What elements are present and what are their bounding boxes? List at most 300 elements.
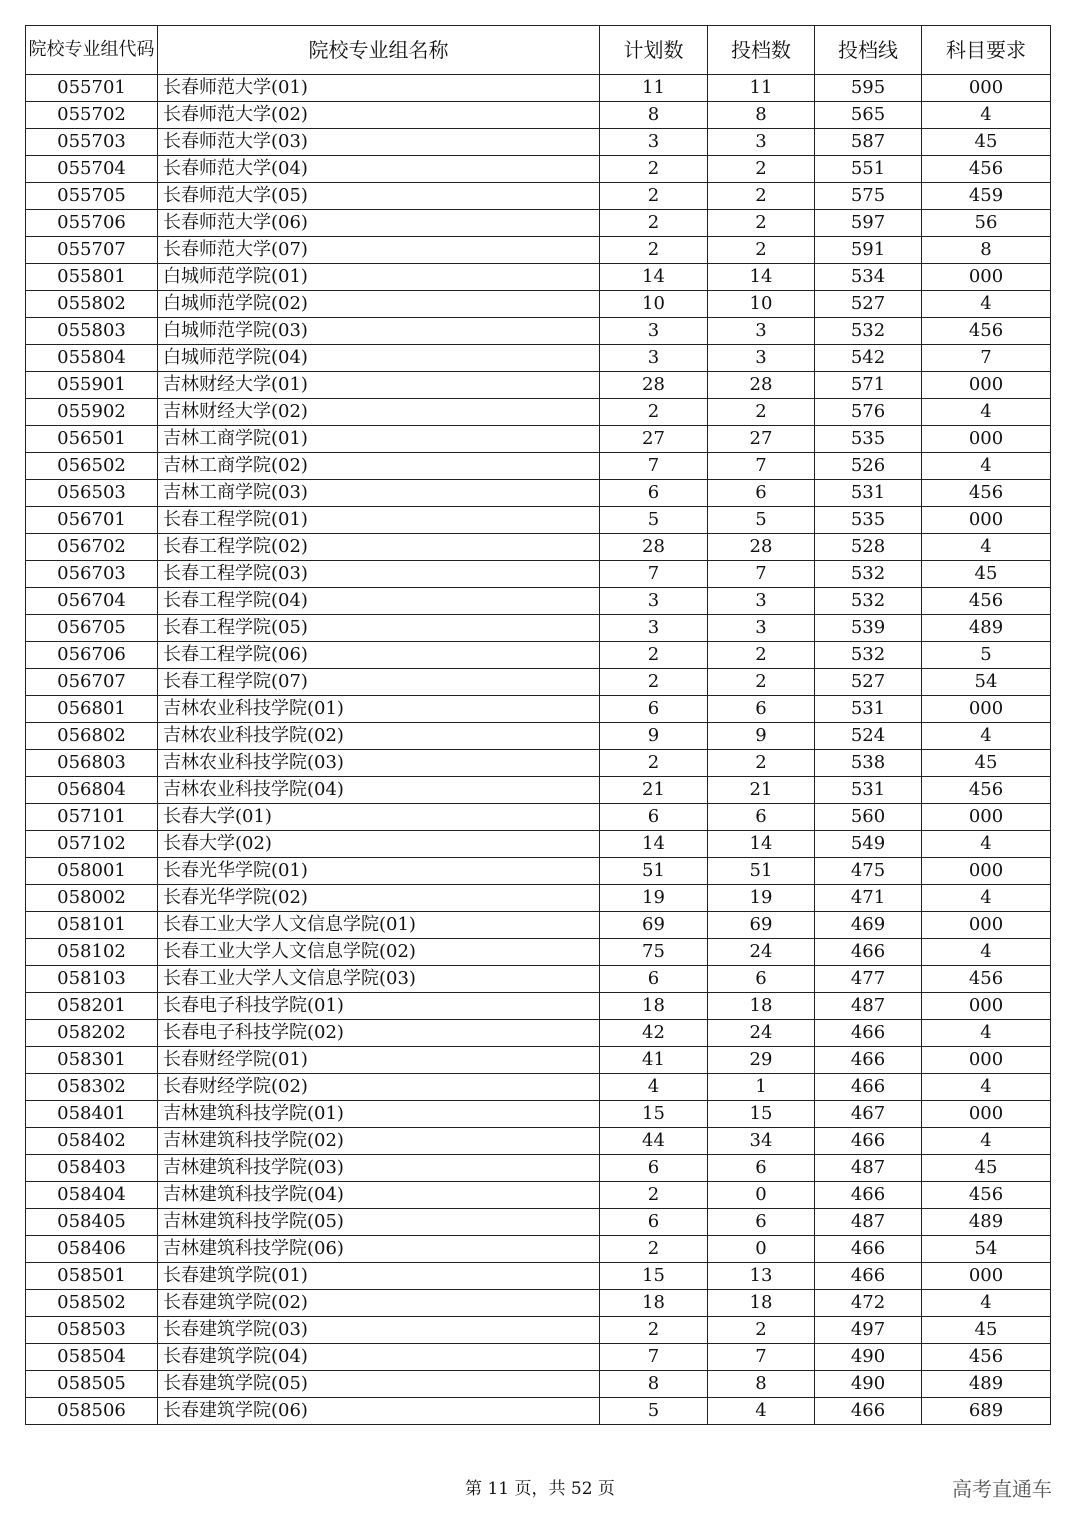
cell-line: 466	[815, 1398, 922, 1425]
cell-subjects: 459	[922, 183, 1051, 210]
cell-subjects: 4	[922, 885, 1051, 912]
cell-name: 吉林建筑科技学院(05)	[158, 1209, 600, 1236]
cell-line: 532	[815, 588, 922, 615]
table-row	[26, 1128, 1051, 1155]
cell-plan: 15	[600, 1101, 708, 1128]
cell-plan: 9	[600, 723, 708, 750]
cell-code: 056706	[26, 642, 158, 669]
cell-subjects: 45	[922, 1317, 1051, 1344]
cell-code: 056803	[26, 750, 158, 777]
cell-admitted: 21	[708, 777, 815, 804]
cell-admitted: 2	[708, 237, 815, 264]
cell-line: 531	[815, 696, 922, 723]
cell-name: 白城师范学院(02)	[158, 291, 600, 318]
cell-plan: 2	[600, 210, 708, 237]
cell-code: 055902	[26, 399, 158, 426]
cell-admitted: 28	[708, 534, 815, 561]
cell-plan: 2	[600, 1236, 708, 1263]
cell-subjects: 4	[922, 939, 1051, 966]
table-row	[26, 993, 1051, 1020]
table-row	[26, 642, 1051, 669]
cell-line: 487	[815, 993, 922, 1020]
cell-plan: 44	[600, 1128, 708, 1155]
cell-plan: 8	[600, 1371, 708, 1398]
cell-plan: 15	[600, 1263, 708, 1290]
cell-line: 576	[815, 399, 922, 426]
cell-subjects: 4	[922, 1020, 1051, 1047]
table-row	[26, 669, 1051, 696]
cell-code: 058403	[26, 1155, 158, 1182]
cell-subjects: 4	[922, 399, 1051, 426]
table-row	[26, 966, 1051, 993]
cell-name: 长春大学(01)	[158, 804, 600, 831]
watermark: 高考直通车	[952, 1477, 1052, 1501]
cell-plan: 10	[600, 291, 708, 318]
cell-line: 551	[815, 156, 922, 183]
admission-table	[25, 25, 1051, 1425]
cell-line: 524	[815, 723, 922, 750]
cell-plan: 41	[600, 1047, 708, 1074]
cell-admitted: 18	[708, 993, 815, 1020]
cell-plan: 3	[600, 345, 708, 372]
cell-plan: 7	[600, 561, 708, 588]
cell-name: 长春建筑学院(02)	[158, 1290, 600, 1317]
cell-line: 527	[815, 669, 922, 696]
cell-line: 532	[815, 642, 922, 669]
cell-subjects: 456	[922, 966, 1051, 993]
table-row	[26, 1371, 1051, 1398]
cell-subjects: 000	[922, 1047, 1051, 1074]
cell-code: 055706	[26, 210, 158, 237]
table-row	[26, 1236, 1051, 1263]
cell-admitted: 2	[708, 183, 815, 210]
cell-line: 472	[815, 1290, 922, 1317]
table-row	[26, 1317, 1051, 1344]
cell-admitted: 2	[708, 156, 815, 183]
cell-plan: 14	[600, 264, 708, 291]
table-row	[26, 750, 1051, 777]
cell-code: 057102	[26, 831, 158, 858]
cell-line: 535	[815, 426, 922, 453]
cell-line: 538	[815, 750, 922, 777]
table-header-row	[26, 26, 1051, 75]
cell-name: 吉林工商学院(01)	[158, 426, 600, 453]
cell-line: 575	[815, 183, 922, 210]
cell-admitted: 18	[708, 1290, 815, 1317]
cell-line: 597	[815, 210, 922, 237]
cell-plan: 7	[600, 1344, 708, 1371]
cell-name: 白城师范学院(04)	[158, 345, 600, 372]
cell-plan: 2	[600, 1182, 708, 1209]
cell-admitted: 34	[708, 1128, 815, 1155]
cell-admitted: 6	[708, 480, 815, 507]
cell-name: 长春建筑学院(03)	[158, 1317, 600, 1344]
cell-name: 长春建筑学院(06)	[158, 1398, 600, 1425]
table-row	[26, 885, 1051, 912]
cell-name: 吉林建筑科技学院(02)	[158, 1128, 600, 1155]
table-row	[26, 399, 1051, 426]
cell-line: 471	[815, 885, 922, 912]
table-row	[26, 696, 1051, 723]
cell-name: 吉林建筑科技学院(01)	[158, 1101, 600, 1128]
cell-line: 490	[815, 1371, 922, 1398]
cell-code: 058401	[26, 1101, 158, 1128]
cell-line: 466	[815, 1182, 922, 1209]
cell-name: 吉林财经大学(01)	[158, 372, 600, 399]
cell-line: 466	[815, 1128, 922, 1155]
cell-plan: 42	[600, 1020, 708, 1047]
cell-line: 532	[815, 561, 922, 588]
cell-subjects: 54	[922, 669, 1051, 696]
cell-name: 长春工程学院(02)	[158, 534, 600, 561]
cell-code: 058001	[26, 858, 158, 885]
cell-code: 056801	[26, 696, 158, 723]
cell-subjects: 000	[922, 858, 1051, 885]
cell-name: 长春师范大学(01)	[158, 75, 600, 102]
cell-name: 长春师范大学(07)	[158, 237, 600, 264]
cell-subjects: 489	[922, 1209, 1051, 1236]
document-page	[25, 25, 1050, 1425]
cell-plan: 28	[600, 534, 708, 561]
cell-subjects: 456	[922, 1182, 1051, 1209]
cell-subjects: 489	[922, 615, 1051, 642]
cell-code: 056804	[26, 777, 158, 804]
table-body	[26, 75, 1051, 1425]
cell-subjects: 4	[922, 291, 1051, 318]
cell-plan: 6	[600, 480, 708, 507]
cell-plan: 7	[600, 453, 708, 480]
cell-code: 055703	[26, 129, 158, 156]
cell-plan: 6	[600, 696, 708, 723]
cell-admitted: 3	[708, 318, 815, 345]
table-row	[26, 1398, 1051, 1425]
cell-code: 058103	[26, 966, 158, 993]
cell-name: 长春建筑学院(01)	[158, 1263, 600, 1290]
cell-subjects: 000	[922, 372, 1051, 399]
cell-line: 549	[815, 831, 922, 858]
cell-subjects: 7	[922, 345, 1051, 372]
table-row	[26, 453, 1051, 480]
table-row	[26, 291, 1051, 318]
cell-code: 056502	[26, 453, 158, 480]
cell-admitted: 3	[708, 345, 815, 372]
cell-admitted: 14	[708, 264, 815, 291]
cell-plan: 6	[600, 804, 708, 831]
cell-admitted: 3	[708, 588, 815, 615]
cell-line: 466	[815, 939, 922, 966]
cell-subjects: 5	[922, 642, 1051, 669]
cell-name: 长春工程学院(03)	[158, 561, 600, 588]
cell-line: 532	[815, 318, 922, 345]
table-row	[26, 858, 1051, 885]
cell-code: 058504	[26, 1344, 158, 1371]
table-row	[26, 1101, 1051, 1128]
cell-line: 534	[815, 264, 922, 291]
table-row	[26, 210, 1051, 237]
cell-plan: 51	[600, 858, 708, 885]
cell-code: 058503	[26, 1317, 158, 1344]
cell-name: 长春工程学院(04)	[158, 588, 600, 615]
cell-code: 055705	[26, 183, 158, 210]
table-row	[26, 1182, 1051, 1209]
cell-code: 055801	[26, 264, 158, 291]
cell-admitted: 4	[708, 1398, 815, 1425]
cell-line: 490	[815, 1344, 922, 1371]
cell-name: 白城师范学院(03)	[158, 318, 600, 345]
table-row	[26, 345, 1051, 372]
cell-plan: 6	[600, 1155, 708, 1182]
cell-code: 055803	[26, 318, 158, 345]
table-row	[26, 1290, 1051, 1317]
cell-line: 560	[815, 804, 922, 831]
cell-code: 055702	[26, 102, 158, 129]
cell-admitted: 19	[708, 885, 815, 912]
cell-line: 528	[815, 534, 922, 561]
table-row	[26, 156, 1051, 183]
cell-plan: 3	[600, 318, 708, 345]
cell-code: 056702	[26, 534, 158, 561]
cell-code: 055704	[26, 156, 158, 183]
table-row	[26, 723, 1051, 750]
cell-subjects: 56	[922, 210, 1051, 237]
cell-name: 吉林建筑科技学院(04)	[158, 1182, 600, 1209]
cell-code: 056501	[26, 426, 158, 453]
cell-admitted: 7	[708, 561, 815, 588]
cell-code: 058302	[26, 1074, 158, 1101]
cell-admitted: 10	[708, 291, 815, 318]
cell-admitted: 0	[708, 1236, 815, 1263]
cell-line: 587	[815, 129, 922, 156]
cell-subjects: 4	[922, 1074, 1051, 1101]
cell-subjects: 4	[922, 1128, 1051, 1155]
cell-plan: 2	[600, 399, 708, 426]
cell-line: 526	[815, 453, 922, 480]
table-row	[26, 588, 1051, 615]
cell-name: 长春工业大学人文信息学院(01)	[158, 912, 600, 939]
cell-subjects: 689	[922, 1398, 1051, 1425]
cell-admitted: 8	[708, 1371, 815, 1398]
header-line: 投档线	[815, 26, 922, 75]
cell-admitted: 69	[708, 912, 815, 939]
cell-name: 长春师范大学(03)	[158, 129, 600, 156]
cell-subjects: 000	[922, 912, 1051, 939]
header-admitted: 投档数	[708, 26, 815, 75]
table-row	[26, 1344, 1051, 1371]
cell-code: 056707	[26, 669, 158, 696]
cell-name: 长春师范大学(05)	[158, 183, 600, 210]
cell-admitted: 6	[708, 1155, 815, 1182]
table-row	[26, 129, 1051, 156]
cell-code: 058402	[26, 1128, 158, 1155]
cell-admitted: 11	[708, 75, 815, 102]
cell-name: 长春工程学院(07)	[158, 669, 600, 696]
cell-admitted: 8	[708, 102, 815, 129]
cell-subjects: 000	[922, 264, 1051, 291]
cell-admitted: 3	[708, 129, 815, 156]
cell-plan: 27	[600, 426, 708, 453]
cell-subjects: 4	[922, 723, 1051, 750]
cell-plan: 19	[600, 885, 708, 912]
cell-plan: 75	[600, 939, 708, 966]
cell-subjects: 000	[922, 993, 1051, 1020]
header-name: 院校专业组名称	[158, 26, 600, 75]
cell-admitted: 7	[708, 1344, 815, 1371]
cell-code: 058405	[26, 1209, 158, 1236]
cell-plan: 3	[600, 129, 708, 156]
cell-subjects: 000	[922, 1101, 1051, 1128]
table-row	[26, 912, 1051, 939]
table-row	[26, 237, 1051, 264]
cell-admitted: 27	[708, 426, 815, 453]
cell-line: 527	[815, 291, 922, 318]
cell-subjects: 45	[922, 129, 1051, 156]
cell-subjects: 456	[922, 588, 1051, 615]
cell-code: 058101	[26, 912, 158, 939]
cell-code: 056701	[26, 507, 158, 534]
table-row	[26, 102, 1051, 129]
cell-plan: 2	[600, 750, 708, 777]
cell-line: 466	[815, 1020, 922, 1047]
cell-plan: 2	[600, 183, 708, 210]
cell-line: 487	[815, 1209, 922, 1236]
cell-admitted: 6	[708, 696, 815, 723]
cell-admitted: 5	[708, 507, 815, 534]
cell-name: 长春光华学院(01)	[158, 858, 600, 885]
cell-plan: 2	[600, 669, 708, 696]
table-row	[26, 534, 1051, 561]
cell-code: 058501	[26, 1263, 158, 1290]
cell-name: 长春师范大学(02)	[158, 102, 600, 129]
table-row	[26, 426, 1051, 453]
cell-plan: 3	[600, 615, 708, 642]
cell-code: 056503	[26, 480, 158, 507]
table-row	[26, 1155, 1051, 1182]
cell-plan: 2	[600, 1317, 708, 1344]
cell-name: 吉林财经大学(02)	[158, 399, 600, 426]
cell-line: 477	[815, 966, 922, 993]
cell-admitted: 24	[708, 1020, 815, 1047]
cell-name: 长春大学(02)	[158, 831, 600, 858]
cell-line: 469	[815, 912, 922, 939]
cell-code: 058505	[26, 1371, 158, 1398]
table-row	[26, 264, 1051, 291]
cell-admitted: 24	[708, 939, 815, 966]
cell-subjects: 45	[922, 750, 1051, 777]
cell-plan: 28	[600, 372, 708, 399]
cell-plan: 18	[600, 1290, 708, 1317]
table-row	[26, 1074, 1051, 1101]
cell-name: 吉林工商学院(03)	[158, 480, 600, 507]
cell-admitted: 14	[708, 831, 815, 858]
cell-plan: 2	[600, 156, 708, 183]
cell-subjects: 000	[922, 75, 1051, 102]
cell-name: 长春建筑学院(04)	[158, 1344, 600, 1371]
table-row	[26, 183, 1051, 210]
cell-admitted: 2	[708, 1317, 815, 1344]
cell-name: 长春电子科技学院(01)	[158, 993, 600, 1020]
cell-plan: 18	[600, 993, 708, 1020]
cell-admitted: 13	[708, 1263, 815, 1290]
cell-subjects: 45	[922, 1155, 1051, 1182]
cell-plan: 6	[600, 966, 708, 993]
page-number: 第 11 页，共 52 页	[465, 1479, 615, 1499]
header-code: 院校专业组代码	[26, 26, 158, 75]
cell-line: 466	[815, 1047, 922, 1074]
cell-name: 长春工程学院(05)	[158, 615, 600, 642]
table-row	[26, 480, 1051, 507]
table-row	[26, 1209, 1051, 1236]
cell-subjects: 4	[922, 102, 1051, 129]
cell-admitted: 28	[708, 372, 815, 399]
cell-line: 466	[815, 1263, 922, 1290]
cell-admitted: 51	[708, 858, 815, 885]
cell-name: 长春工程学院(06)	[158, 642, 600, 669]
cell-line: 466	[815, 1074, 922, 1101]
cell-code: 055804	[26, 345, 158, 372]
cell-code: 056704	[26, 588, 158, 615]
cell-plan: 5	[600, 1398, 708, 1425]
cell-code: 057101	[26, 804, 158, 831]
table-row	[26, 939, 1051, 966]
table-row	[26, 777, 1051, 804]
cell-name: 吉林建筑科技学院(06)	[158, 1236, 600, 1263]
cell-code: 056703	[26, 561, 158, 588]
cell-name: 长春师范大学(06)	[158, 210, 600, 237]
cell-admitted: 6	[708, 1209, 815, 1236]
cell-admitted: 6	[708, 804, 815, 831]
cell-admitted: 15	[708, 1101, 815, 1128]
cell-code: 055707	[26, 237, 158, 264]
cell-code: 058102	[26, 939, 158, 966]
cell-line: 565	[815, 102, 922, 129]
cell-name: 长春师范大学(04)	[158, 156, 600, 183]
cell-plan: 2	[600, 642, 708, 669]
table-row	[26, 561, 1051, 588]
cell-name: 长春建筑学院(05)	[158, 1371, 600, 1398]
table-row	[26, 804, 1051, 831]
cell-admitted: 2	[708, 750, 815, 777]
cell-line: 591	[815, 237, 922, 264]
cell-code: 058502	[26, 1290, 158, 1317]
cell-name: 吉林农业科技学院(04)	[158, 777, 600, 804]
cell-subjects: 456	[922, 777, 1051, 804]
table-row	[26, 1047, 1051, 1074]
header-plan: 计划数	[600, 26, 708, 75]
cell-name: 白城师范学院(01)	[158, 264, 600, 291]
cell-subjects: 4	[922, 453, 1051, 480]
cell-plan: 11	[600, 75, 708, 102]
cell-plan: 5	[600, 507, 708, 534]
cell-subjects: 456	[922, 1344, 1051, 1371]
cell-subjects: 000	[922, 426, 1051, 453]
cell-name: 吉林农业科技学院(02)	[158, 723, 600, 750]
table-row	[26, 1020, 1051, 1047]
cell-admitted: 3	[708, 615, 815, 642]
cell-subjects: 4	[922, 831, 1051, 858]
cell-plan: 3	[600, 588, 708, 615]
cell-code: 058202	[26, 1020, 158, 1047]
cell-line: 571	[815, 372, 922, 399]
cell-line: 497	[815, 1317, 922, 1344]
cell-admitted: 7	[708, 453, 815, 480]
cell-name: 长春工业大学人文信息学院(02)	[158, 939, 600, 966]
cell-code: 055901	[26, 372, 158, 399]
cell-subjects: 456	[922, 480, 1051, 507]
cell-line: 531	[815, 777, 922, 804]
cell-subjects: 4	[922, 534, 1051, 561]
table-row	[26, 318, 1051, 345]
table-row	[26, 615, 1051, 642]
